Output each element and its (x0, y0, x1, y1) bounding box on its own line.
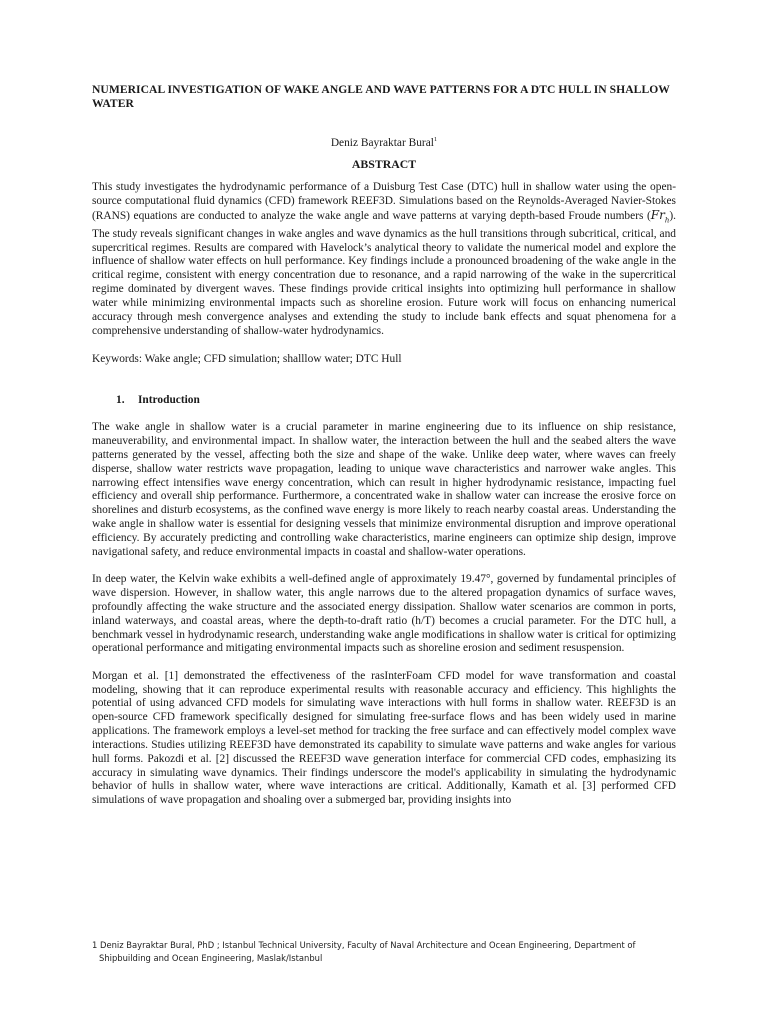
section-title: Introduction (138, 394, 200, 407)
abstract-text-part1: This study investigates the hydrodynamic performance of a Duisburg Test Case (DTC) hull in shallow water using the open-source computational fluid dynamics (CFD) framework REEF3D. Simulations based on the Reynolds-Averaged Navier-Stokes (RANS) equations are conducted to analyze the wake angle and wave patterns at varying depth-based Froude numbers ( (92, 180, 676, 222)
intro-paragraph-3: Morgan et al. [1] demonstrated the effectiveness of the rasInterFoam CFD model for wave transformation and coastal modeling, showing that it can reproduce experimental results with reasonable accuracy and efficiency. This highlights the potential of using advanced CFD models for simulating wave interactions with hull forms in shallow water. REEF3D is an open-source CFD framework specifically designed for simulating free-surface flows and has been widely used in marine applications. The framework employs a level-set method for tracking the free surface and can effectively model complex wave interactions. Studies utilizing REEF3D have demonstrated its capability to simulate wave patterns and wake angles for various hull forms. Pakozdi et al. [2] discussed the REEF3D wave generation interface for commercial CFD codes, emphasizing its accuracy in simulating wave dynamics. Their findings underscore the model's applicability in simulating the hydrodynamic behavior of hulls in shallow water, where wave interactions are critical. Additionally, Kamath et al. [3] performed CFD simulations of wave propagation and shoaling over a submerged bar, providing insights into (92, 669, 676, 807)
author-footnote-mark[interactable]: 1 (433, 136, 438, 143)
footnote (92, 939, 688, 964)
section-heading-introduction (92, 394, 676, 408)
abstract-text (92, 181, 676, 339)
intro-paragraph-1: The wake angle in shallow water is a crucial parameter in marine engineering due to its influence on ship resistance, maneuverability, and environmental impact. In shallow water, the interaction between the hull and the seabed alters the wave patterns generated by the vessel, affecting both the size and shape of the wake. Unlike deep water, where waves can freely disperse, shallow water restricts wave propagation, leading to unique wave characteristics and narrower wake angles. This narrowing effect intensifies wave energy concentration, which can result in higher hydrodynamic resistance, impacting fuel efficiency and overall ship performance. Furthermore, a concentrated wake in shallow water can increase the erosive force on shorelines and disturb ecosystems, as the confined wave energy is more likely to reach nearby coastal areas. Understanding the wake angle in shallow water is essential for designing vessels that minimize environmental disruption and improve operational efficiency. By accurately predicting and controlling wake characteristics, marine engineers can optimize ship design, improve navigational safety, and reduce environmental impacts in coastal and shallow-water operations. (92, 421, 676, 558)
paper-title: NUMERICAL INVESTIGATION OF WAKE ANGLE AND WAVE PATTERNS FOR A DTC HULL IN SHALLOW WATER (92, 83, 670, 110)
froude-symbol-main: Fr (650, 207, 665, 222)
footnote-line-1: 1 Deniz Bayraktar Bural, PhD ; Istanbul Technical University, Faculty of Naval Architecture and Ocean Engineering, Department of (92, 940, 636, 950)
froude-number-symbol (651, 208, 670, 222)
section-number: 1. (116, 394, 125, 407)
intro-paragraph-2: In deep water, the Kelvin wake exhibits a well-defined angle of approximately 19.47°, governed by fundamental principles of wave dispersion. However, in shallow water, this angle narrows due to the altered propagation dynamics of surface waves, profoundly affecting the wake structure and the associated energy dissipation. Shallow water scenarios are common in ports, inland waterways, and coastal areas, where the depth-to-draft ratio (h/T) becomes a crucial parameter. For the DTC hull, a benchmark vessel in hydrodynamic research, understanding wake angle modifications in shallow water is critical for optimizing operational performance and mitigating environmental impacts such as shoreline erosion and sediment resuspension. (92, 573, 676, 655)
author-line (92, 132, 676, 151)
keywords-line: Keywords: Wake angle; CFD simulation; shalllow water; DTC Hull (92, 352, 402, 365)
abstract-heading: ABSTRACT (351, 157, 417, 171)
froude-symbol-sub: h (664, 215, 670, 224)
author-name: Deniz Bayraktar Bural (330, 137, 434, 149)
footnote-line-2: Shipbuilding and Ocean Engineering, Maslak/Istanbul (99, 952, 323, 963)
abstract-text-part2: ). The study reveals significant changes in wake angles and wave dynamics as the hull transitions through subcritical, critical, and supercritical regimes. Results are compared with Havelock’s analytical theory to validate the numerical model and explore the influence of shallow water effects on hull performance. Key findings include a pronounced broadening of the wake angle in the critical regime, consistent with energy concentration due to resonance, and a rapid narrowing of the wake in the supercritical regime dominated by divergent waves. These findings provide critical insights into optimizing hull performance in shallow water while minimizing environmental impacts such as shoreline erosion. Future work will focus on enhancing numerical accuracy through mesh convergence analyses and extending the study to include bank effects and squat phenomena for a comprehensive understanding of shallow-water hydrodynamics. (92, 209, 676, 337)
